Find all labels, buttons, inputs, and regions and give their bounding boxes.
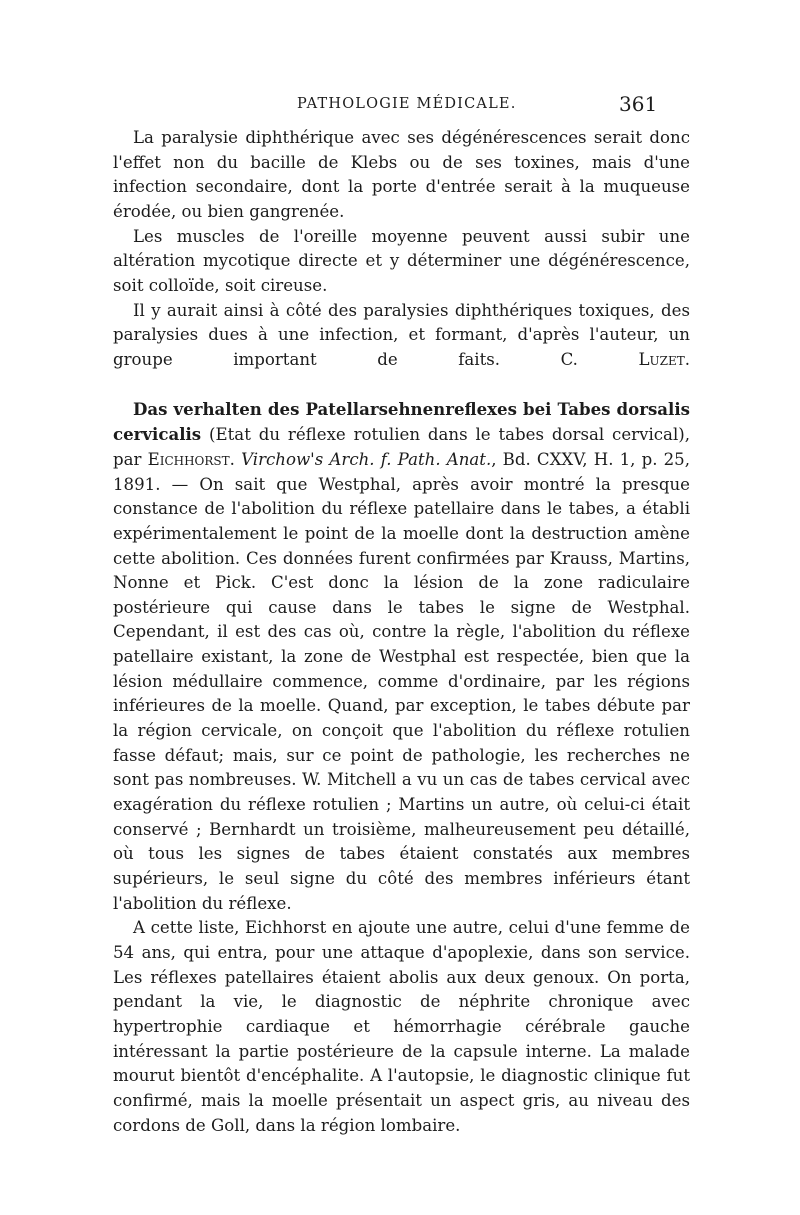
paragraph-text: — On sait que Westphal, après avoir montré la presque constance de l'abolition du réflexe patellaire dans le tabes, a établi expérimentalement le point de la moelle dont la destruction amène cette abolition. Ces données furent confirmées par Krauss, Martins, Nonne et Pick. C'est donc la lésion de la zone radiculaire postérieure qui cause dans le tabes le signe de Westphal. Cependant, il est des cas où, contre la règle, l'abolition du réflexe patellaire existant, la zone de Westphal est respectée, bien que la lésion médullaire commence, comme d'ordinaire, par les régions inférieures de la moelle. Quand, par exception, le tabes débute par la région cervicale, on conçoit que l'abolition du réflexe rotulien fasse défaut; mais, sur ce point de pathologie, les recherches ne sont pas nombreuses. W. Mitchell a vu un cas de tabes cervical avec exagération du réflexe rotulien ; Martins un autre, où celui-ci était conservé ; Bernhardt un troisième, malheureusement peu détaillé, où tous les signes de tabes étaient constatés aux membres supérieurs, le seul signe du côté des membres inférieurs étant l'abolition du réflexe. [113, 474, 690, 913]
page-number: 361 [619, 92, 658, 116]
page-body [113, 126, 690, 1138]
article-title: Das verhalten des Patellarsehnenreflexes bei Tabes dorsalis cervicalis [113, 398, 690, 445]
running-head: PATHOLOGIE MÉDICALE. [297, 96, 517, 112]
citation-details: , Bd. CXXV, H. 1, p. 25, 1891. [113, 449, 690, 494]
article-heading-paragraph [113, 397, 690, 917]
paragraph: La paralysie diphthérique avec ses dégénérescences serait donc l'effet non du bacille de Klebs ou de ses toxines, mais d'une infection secondaire, dont la porte d'entrée serait à la muqueuse érodée, ou bien gangrenée. [113, 128, 690, 221]
article-author: Eichhorst. [147, 449, 235, 469]
paragraph: A cette liste, Eichhorst en ajoute une autre, celui d'une femme de 54 ans, qui entra, pour une attaque d'apoplexie, dans son service. Les réflexes patellaires étaient abolis aux deux genoux. On porta, pendant la vie, le diagnostic de néphrite chronique avec hypertrophie cardiaque et hémorrhagie cérébrale gauche intéressant la partie postérieure de la capsule interne. La malade mourut bientôt d'encéphalite. A l'autopsie, le diagnostic clinique fut confirmé, mais la moelle présentait un aspect gris, au niveau des cordons de Goll, dans la région lombaire. [113, 918, 690, 1135]
paragraph-with-signature [113, 299, 690, 373]
article-translation: (Etat du réflexe rotulien dans le tabes dorsal cervical), par [113, 425, 691, 469]
paragraph-text: Il y aurait ainsi à côté des paralysies diphthériques toxiques, des paralysies dues à une infection, et formant, d'après l'auteur, un groupe important de faits. [113, 300, 690, 369]
article-diphtheria-review [113, 126, 690, 373]
paragraph: Les muscles de l'oreille moyenne peuvent aussi subir une altération mycotique directe et y déterminer une dégénérescence, soit colloïde, soit cireuse. [113, 226, 690, 295]
page-header [0, 92, 800, 120]
author-signature: C. Luzet. [560, 349, 691, 369]
article-tabes-review [113, 397, 690, 1139]
journal-name: Virchow's Arch. f. Path. Anat. [241, 449, 492, 469]
section-spacer [113, 373, 690, 397]
